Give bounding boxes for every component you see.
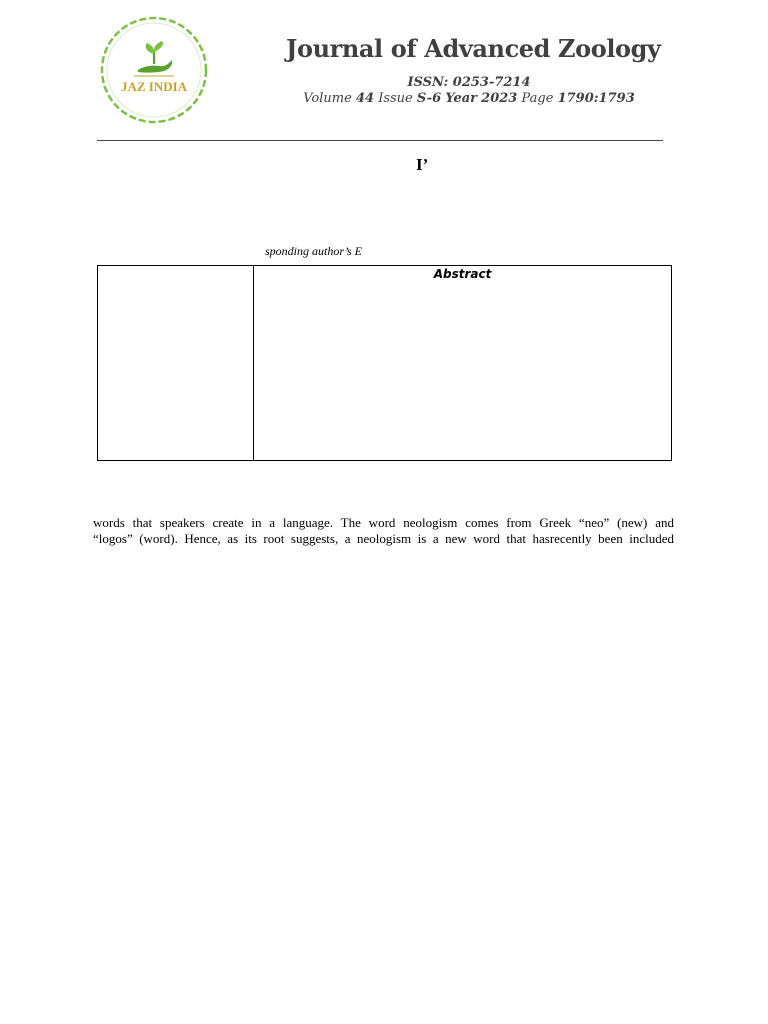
body-paragraph xyxy=(93,515,674,547)
volume-number: 44 xyxy=(355,91,375,106)
volume-prefix: Volume xyxy=(303,91,352,106)
jaz-india-logo-icon xyxy=(98,16,210,124)
abstract-right-cell xyxy=(254,266,671,460)
page-range: 1790:1793 xyxy=(557,91,635,106)
body-line-2: “logos” (word). Hence, as its root suggests, a neologism is a new word that hasrecently been included xyxy=(93,531,674,546)
corresponding-author: sponding author’s E xyxy=(265,244,362,258)
article-title: I’ xyxy=(416,155,429,174)
abstract-table xyxy=(97,265,672,461)
issue-number: S-6 xyxy=(416,91,442,106)
issue-prefix: Issue xyxy=(378,91,413,106)
year-prefix: Year xyxy=(445,91,478,106)
header-divider xyxy=(97,140,663,141)
logo-text: JAZ INDIA xyxy=(120,79,188,94)
abstract-left-cell xyxy=(98,266,254,460)
abstract-heading: Abstract xyxy=(433,267,492,281)
page-prefix: Page xyxy=(521,91,554,106)
year: 2023 xyxy=(481,91,518,106)
issn: ISSN: 0253-7214 xyxy=(407,75,531,90)
journal-title: Journal of Advanced Zoology xyxy=(286,34,661,63)
volume-issue-line xyxy=(0,91,768,106)
body-line-1: words that speakers create in a language. The word neologism comes from Greek “neo” (new) and xyxy=(93,515,674,530)
journal-logo xyxy=(98,16,210,124)
